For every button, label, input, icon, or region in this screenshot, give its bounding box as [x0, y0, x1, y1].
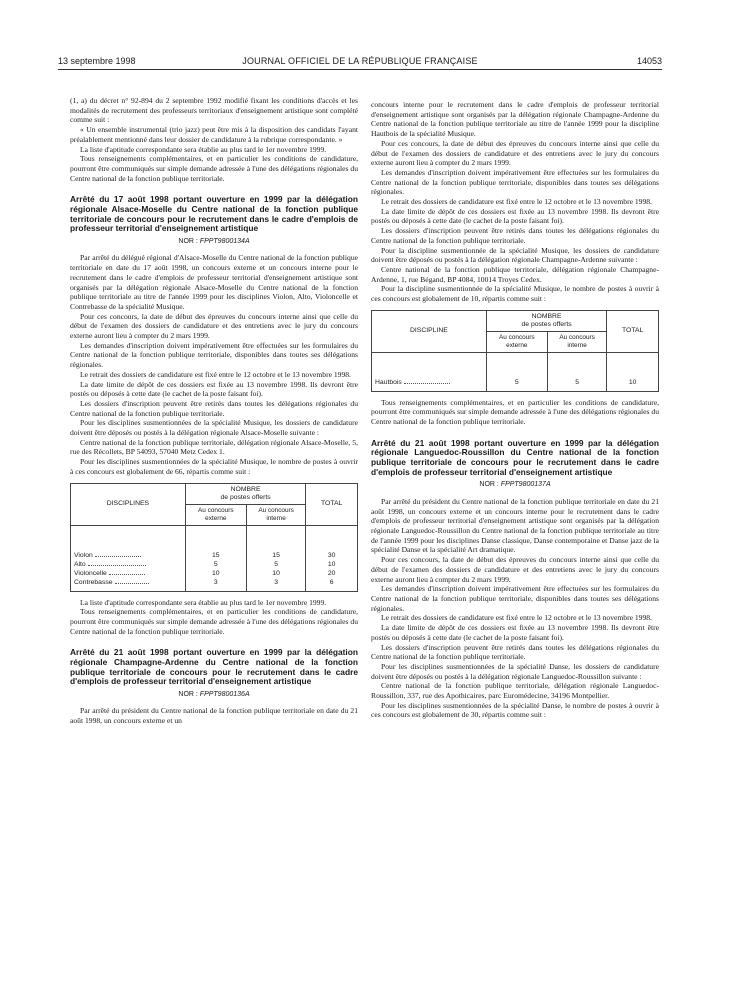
row-externe: 3 [185, 579, 246, 592]
paragraph: Pour ces concours, la date de début des épreuves du concours interne ainsi que celle du début de l'examen des dossiers de candidature et des entretiens avec le jury du concours externe auront lieu à compter du 2 mars 1999. [70, 311, 358, 341]
nor-reference [70, 237, 358, 247]
row-total: 10 [607, 352, 659, 391]
row-name: Alto [74, 561, 86, 569]
table-row [71, 525, 358, 561]
paragraph: Les dossiers d'inscription peuvent être retirés dans toutes les délégations régionales du Centre national de la fonction publique territoriale. [371, 642, 659, 662]
row-interne: 5 [246, 561, 306, 570]
row-externe: 15 [185, 525, 246, 561]
paragraph: Pour les disciplines susmentionnées de la spécialité Danse, le nombre de postes à ouvrir à ces concours est globalement de 30, répartis comme suit : [371, 700, 659, 720]
row-name-cell [372, 352, 487, 391]
row-total: 10 [306, 561, 358, 570]
col-header-interne: Au concours interne [246, 504, 306, 525]
paragraph: Les demandes d'inscription doivent impérativement être effectuées sur les formulaires du Centre national de la fonction publique territoriale, disponibles dans toutes ses délégations régionales. [371, 167, 659, 197]
header-page-number: 14053 [636, 56, 662, 66]
col-header-total: TOTAL [607, 310, 659, 352]
nor-prefix: NOR : [178, 690, 198, 698]
paragraph: Tous renseignements complémentaires, et en particulier les conditions de candidature, pourront être communiqués sur simple demande adressée à l'une des délégations régionales du Centre national de la fonction publique territoriale. [371, 397, 659, 427]
nor-code: FPPT9800136A [199, 690, 250, 698]
table-row [372, 352, 659, 391]
paragraph: Tous renseignements complémentaires, et en particulier les conditions de candidature, pourront être communiqués sur simple demande adressée à l'une des délégations régionales du Centre national de la fonction publique territoriale. [70, 607, 358, 636]
paragraph: Centre national de la fonction publique territoriale, délégation régionale Languedoc-Roussillon, 337, rue des Apothicaires, parc Euromédecine, 34196 Montpellier. [371, 681, 659, 701]
left-column [70, 96, 358, 726]
right-column [371, 100, 659, 720]
postes-table [70, 483, 358, 592]
paragraph: Les demandes d'inscription doivent impérativement être effectuées sur les formulaires du Centre national de la fonction publique territoriale, disponibles dans toutes ses délégations régionales. [70, 340, 358, 370]
table-row [71, 561, 358, 570]
col-header-total: TOTAL [306, 483, 358, 525]
paragraph: Pour ces concours, la date de début des épreuves du concours interne ainsi que celle du début de l'examen des dossiers de candidature et des entretiens avec le jury du concours externe auront lieu à compter du 2 mars 1999. [371, 138, 659, 168]
paragraph: concours interne pour le recrutement dans le cadre d'emplois de professeur territorial d'enseignement artistique sont organisés par la délégation régionale Champagne-Ardenne du Centre national de la fonction publique territoriale au titre de l'année 1999 pour la discipline Hautbois de la spécialité Musique. [371, 100, 659, 139]
paragraph: Par arrêté du président du Centre national de la fonction publique territoriale en date du 21 août 1998, un concours externe et un [70, 706, 358, 726]
col-header-interne: Au concours interne [547, 331, 607, 352]
paragraph: (1, a) du décret n° 92-894 du 2 septembre 1992 modifié fixant les conditions d'accès et les modalités de recrutement des professeurs territoriaux d'enseignement artistique sont complété comme suit : [70, 96, 358, 125]
header-date: 13 septembre 1998 [58, 56, 136, 66]
row-name-cell [71, 525, 186, 561]
row-interne: 5 [547, 352, 607, 391]
paragraph: La liste d'aptitude correspondante sera établie au plus tard le 1er novembre 1999. [80, 597, 327, 607]
row-name: Violon [74, 552, 93, 560]
paragraph: Pour ces concours, la date de début des épreuves du concours interne ainsi que celle du début de l'examen des dossiers de candidature et des entretiens avec le jury du concours externe auront lieu à compter du 2 mars 1999. [371, 555, 659, 584]
paragraph: « Un ensemble instrumental (trio jazz) peut être mis à la disposition des candidats l'ayant préalablement mentionné dans leur dossier de candidature à la rubrique correspondante. » [70, 125, 358, 144]
paragraph: Pour les disciplines susmentionnées de la spécialité Danse, les dossiers de candidature doivent être déposés ou postés à la délégation régionale Languedoc-Roussillon suivante : [371, 661, 659, 681]
col-header-nombre: NOMBRE de postes offerts [486, 310, 607, 331]
col-header-discipline: DISCIPLINE [372, 310, 487, 352]
postes-table [371, 310, 659, 392]
row-total: 20 [306, 570, 358, 579]
paragraph: Centre national de la fonction publique territoriale, délégation régionale Champagne-Ardenne, 1, rue Bégand, BP 4084, 10014 Troyes Cedex. [371, 264, 659, 284]
paragraph: Centre national de la fonction publique territoriale, délégation régionale Alsace-Moselle, 5, rue des Récollets, BP 54093, 57040 Metz Cedex 1. [70, 437, 358, 457]
col-header-externe: Au concours externe [486, 331, 547, 352]
arrete-title: Arrêté du 21 août 1998 portant ouverture en 1999 par la délégation régionale Champagne-Ardenne du Centre national de la fonction publique territoriale de concours pour le recrutement dans le cadre d'emplois de professeur territorial d'enseignement artistique [70, 647, 358, 687]
row-name: Contrebasse [74, 579, 113, 587]
paragraph: Pour les disciplines susmentionnées de la spécialité Musique, le nombre de postes à ouvrir à ces concours est globalement de 66, répartis comme suit : [70, 457, 358, 476]
row-interne: 15 [246, 525, 306, 561]
row-name-cell [71, 570, 186, 579]
row-externe: 5 [185, 561, 246, 570]
row-name-cell [71, 561, 186, 570]
paragraph: La date limite de dépôt de ces dossiers est fixée au 13 novembre 1998. Ils devront être postés ou déposés à cette date (le cachet de la poste faisant foi). [371, 206, 659, 226]
leader-dots [404, 383, 450, 384]
nor-prefix: NOR : [479, 481, 499, 489]
header-rule [58, 69, 662, 70]
col-header-nombre: NOMBRE de postes offerts [185, 483, 306, 504]
header-journal-title: JOURNAL OFFICIEL DE LA RÉPUBLIQUE FRANÇAISE [242, 56, 478, 66]
table-row [71, 570, 358, 579]
row-externe: 5 [486, 352, 547, 391]
row-total: 30 [306, 525, 358, 561]
paragraph: Les dossiers d'inscription peuvent être retirés dans toutes les délégations régionales du Centre national de la fonction publique territoriale. [371, 226, 659, 245]
paragraph: La date limite de dépôt de ces dossiers est fixée au 13 novembre 1998. Ils devront être postés ou déposés à cette date (le cachet de la poste faisant foi). [70, 379, 358, 399]
nor-reference [70, 690, 358, 700]
nor-code: FPPT9800137A [500, 481, 551, 489]
row-total: 6 [306, 579, 358, 592]
col-header-externe: Au concours externe [185, 504, 246, 525]
paragraph: La date limite de dépôt de ces dossiers est fixée au 13 novembre 1998. Ils devront être postés ou déposés à cette date (le cachet de la poste faisant foi). [371, 623, 659, 642]
paragraph: Pour la discipline susmentionnée de la spécialité Musique, le nombre de postes à ouvrir à ces concours est globalement de 10, répartis comme suit : [371, 284, 659, 304]
paragraph: Le retrait des dossiers de candidature est fixé entre le 12 octobre et le 13 novembre 1998. [381, 197, 652, 207]
paragraph: Tous renseignements complémentaires, et en particulier les conditions de candidature, pourront être communiqués sur simple demande adressée à l'une des délégations régionales du Centre national de la fonction publique territoriale. [70, 154, 358, 183]
nor-code: FPPT9800134A [199, 237, 250, 245]
leader-dots [115, 583, 149, 584]
row-interne: 10 [246, 570, 306, 579]
leader-dots [109, 574, 145, 575]
row-externe: 10 [185, 570, 246, 579]
arrete-title: Arrêté du 21 août 1998 portant ouverture en 1999 par la délégation régionale Languedoc-Roussillon du Centre national de la fonction publique territoriale de concours pour le recrutement dans le cadre d'emplois de professeur territorial d'enseignement artistique [371, 437, 659, 477]
nor-reference [371, 480, 659, 490]
arrete-title: Arrêté du 17 août 1998 portant ouverture en 1999 par la délégation régionale Alsace-Moselle du Centre national de la fonction publique territoriale de concours pour le recrutement dans le cadre d'emplois de professeur territorial d'enseignement artistique [70, 194, 358, 234]
table-row [71, 579, 358, 592]
paragraph: Pour les disciplines susmentionnées de la spécialité Musique, les dossiers de candidature doivent être déposés ou postés à la délégation régionale Alsace-Moselle suivante : [70, 418, 358, 438]
row-name: Hautbois [375, 379, 402, 387]
paragraph: Pour la discipline susmentionnée de la spécialité Musique, les dossiers de candidature doivent être déposés ou postés à la délégation régionale Champagne-Ardenne suivante : [371, 245, 659, 265]
row-name-cell [71, 579, 186, 592]
nor-prefix: NOR : [178, 237, 198, 245]
row-name: Violoncelle [74, 570, 107, 578]
paragraph: Les dossiers d'inscription peuvent être retirés dans toutes les délégations régionales du Centre national de la fonction publique territoriale. [70, 398, 358, 418]
paragraph: Les demandes d'inscription doivent impérativement être effectuées sur les formulaires du Centre national de la fonction publique territoriale, disponibles dans toutes ses délégations régionales. [371, 584, 659, 613]
row-interne: 3 [246, 579, 306, 592]
paragraph: Le retrait des dossiers de candidature est fixé entre le 12 octobre et le 13 novembre 1998. [80, 369, 351, 379]
paragraph: Par arrêté du président du Centre national de la fonction publique territoriale en date du 21 août 1998, un concours externe et un concours interne pour le recrutement dans le cadre d'emplois de professeur territorial d'enseignement artistique sont organisés par la délégation régionale Languedoc-Roussillon du Centre national de la fonction publique territoriale au titre de l'année 1999 pour les disciplines Danse classique, Danse contemporaine et Danse jazz de la spécialité Danse et la spécialité Art dramatique. [371, 496, 659, 555]
page-header [58, 56, 662, 70]
paragraph: Le retrait des dossiers de candidature est fixé entre le 12 octobre et le 13 novembre 1998. [381, 613, 652, 623]
paragraph: La liste d'aptitude correspondante sera établie au plus tard le 1er novembre 1999. [80, 144, 327, 154]
leader-dots [88, 565, 146, 566]
paragraph: Par arrêté du délégué régional d'Alsace-Moselle du Centre national de la fonction publique territoriale en date du 17 août 1998, un concours externe et un concours interne pour le recrutement dans le cadre d'emplois de professeur territorial d'enseignement artistique sont organisés par la délégation régionale Alsace-Moselle du Centre national de la fonction publique territoriale au titre de l'année 1999 pour les disciplines Violon, Alto, Violoncelle et Contrebasse de la spécialité Musique. [70, 253, 358, 311]
leader-dots [95, 556, 141, 557]
col-header-discipline: DISCIPLINES [71, 483, 186, 525]
